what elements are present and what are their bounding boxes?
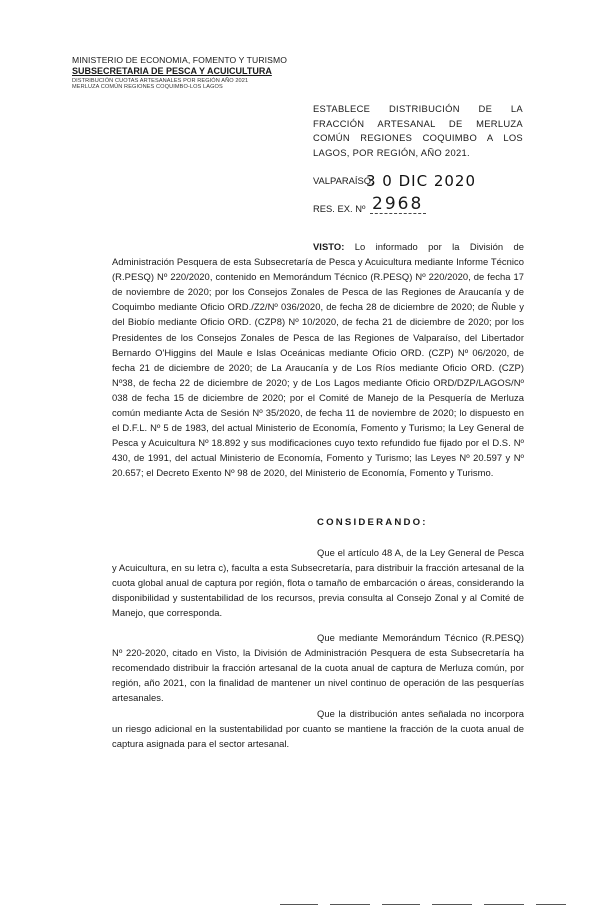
reference-line-1: DISTRIBUCIÓN CUOTAS ARTESANALES POR REGIÓN AÑO 2021 (72, 78, 249, 84)
considerando-paragraph-3: Que la distribución antes señalada no incorpora un riesgo adicional en la sustentabilidad por cuanto se mantiene la fracción de la cuota anual de captura asignada para el sector artesanal. (112, 708, 524, 750)
footer-signature-lines (270, 904, 570, 908)
subsecretaria-name: SUBSECRETARIA DE PESCA Y ACUICULTURA (72, 66, 272, 76)
ministry-name: MINISTERIO DE ECONOMIA, FOMENTO Y TURISMO (72, 55, 287, 65)
considerando-heading: CONSIDERANDO: (317, 517, 428, 528)
reference-line-2: MERLUZA COMÚN REGIONES COQUIMBO-LOS LAGOS (72, 84, 223, 90)
date-stamp: 3 0 DIC 2020 (366, 172, 477, 190)
considerando-paragraph-1: Que el artículo 48 A, de la Ley General de Pesca y Acuicultura, en su letra c), faculta a esta Subsecretaría, para distribuir la fracción artesanal de la cuota global anual de captura por región, flota o tamaño de embarcación o áreas, considerando la disponibilidad y sustentabilidad de los recursos, previa consulta al Consejo Zonal y al Comité de Manejo, que corresponda. (112, 547, 524, 619)
resolution-number: 2968 (372, 194, 424, 214)
visto-text: Lo informado por la División de Administración Pesquera de esta Subsecretaría de Pesca y Acuicultura mediante Informe Técnico (R.PESQ) Nº 220/2020, contenido en Memorándum Técnico (R.PESQ) Nº 220/2020, de fecha 17 de noviembre de 2020; por los Consejos Zonales de Pesca de las Regiones de Araucanía y de Coquimbo mediante Oficio ORD./Z2/Nº 036/2020, de fecha 28 de diciembre de 2020; de Ñuble y del Biobío mediante Oficio ORD. (CZP8) Nº 10/2020, de fecha 21 de diciembre de 2020; por los Presidentes de los Consejos Zonales de Pesca de las Regiones de Valparaíso, del Libertador Bernardo O'Higgins del Maule e Islas Oceánicas mediante Oficio ORD. (CZP) Nº 06/2020, de fecha 21 de diciembre de 2020; de La Araucanía y de Los Ríos mediante Oficio ORD. (CZP) Nº38, de fecha 22 de diciembre de 2020; y de Los Lagos mediante Oficio ORD/DZP/LAGOS/Nº 038 de fecha 15 de diciembre de 2020; por el Comité de Manejo de la Pesquería de Merluza común mediante Acta de Sesión Nº 35/2020, de fecha 11 de noviembre de 2020; lo dispuesto en el D.F.L. Nº 5 de 1983, del actual Ministerio de Economía, Fomento y Turismo; la Ley General de Pesca y Acuicultura Nº 18.892 y sus modificaciones cuyo texto refundido fue fijado por el D.S. Nº 430, de 1991, del actual Ministerio de Economía, Fomento y Turismo; las Leyes Nº 20.597 y Nº 20.657; el Decreto Exento Nº 98 de 2020, del Ministerio de Economía, Fomento y Turismo. (112, 241, 524, 479)
visto-lead: VISTO: (313, 241, 345, 252)
resolution-label: RES. EX. Nº (313, 203, 366, 214)
visto-paragraph (112, 239, 524, 481)
considerando-paragraph-2: Que mediante Memorándum Técnico (R.PESQ) Nº 220-2020, citado en Visto, la División de Administración Pesquera de esta Subsecretaría ha recomendado distribuir la fracción artesanal de la cuota anual de captura de Merluza común, por región, año 2021, con la finalidad de mantener un nivel continuo de operación de las pesquerías artesanales. (112, 632, 524, 704)
resolution-subject: ESTABLECE DISTRIBUCIÓN DE LA FRACCIÓN ARTESANAL DE MERLUZA COMÚN REGIONES COQUIMBO A LOS LAGOS, POR REGIÓN, AÑO 2021. (313, 103, 523, 158)
letterhead (72, 55, 312, 90)
place-label: VALPARAÍSO, (313, 175, 374, 186)
